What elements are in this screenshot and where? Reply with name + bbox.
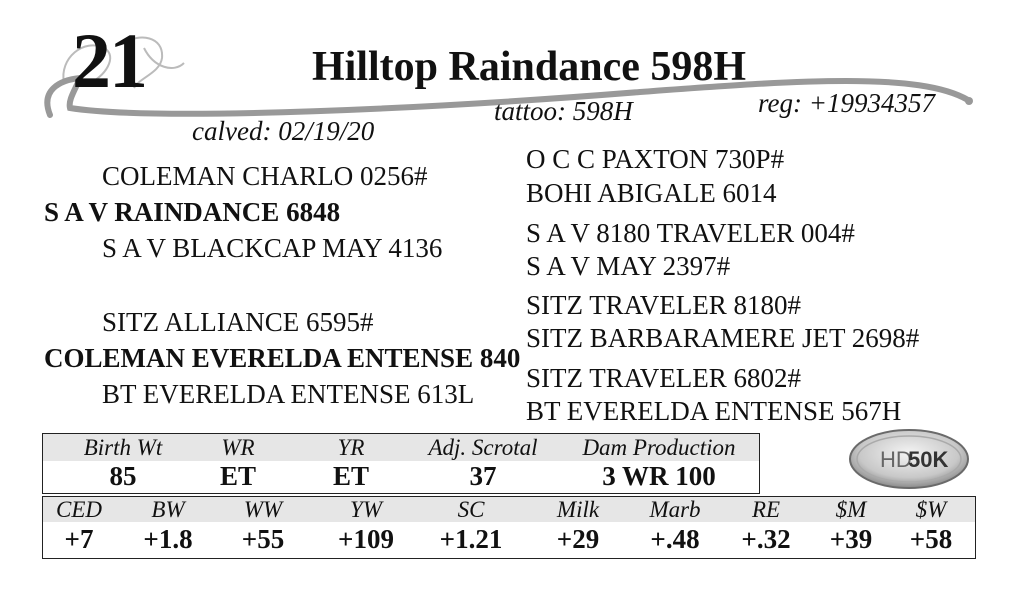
performance-value: 37 <box>469 461 497 491</box>
performance-header: Birth Wt <box>83 435 163 460</box>
pedigree-ddd-sire: SITZ TRAVELER 6802# <box>526 363 802 393</box>
pedigree-sire-dam: S A V BLACKCAP MAY 4136 <box>102 233 443 263</box>
pedigree-dds-dam: SITZ BARBARAMERE JET 2698# <box>526 323 920 353</box>
epd-value: +55 <box>241 524 285 554</box>
pedigree-sire: S A V RAINDANCE 6848 <box>44 197 341 227</box>
epd-value: +1.21 <box>439 524 503 554</box>
pedigree-ssd-dam: S A V MAY 2397# <box>526 251 731 281</box>
epd-header: BW <box>151 497 185 522</box>
performance-value: 85 <box>109 461 137 491</box>
performance-value: ET <box>219 461 257 491</box>
epd-value: +58 <box>909 524 953 554</box>
epd-header: YW <box>350 497 382 522</box>
performance-header: YR <box>337 435 365 460</box>
performance-header: WR <box>221 435 255 460</box>
pedigree-dam-dam: BT EVERELDA ENTENSE 613L <box>102 379 475 409</box>
hd50k-badge-icon <box>848 428 970 490</box>
epd-header: Marb <box>649 497 701 522</box>
epd-value: +109 <box>338 524 394 554</box>
epd-value: +29 <box>556 524 600 554</box>
lot-number: 21 <box>72 17 146 104</box>
performance-value: 3 WR 100 <box>602 461 716 491</box>
epd-value: +1.8 <box>143 524 193 554</box>
pedigree-sire-sire: COLEMAN CHARLO 0256# <box>102 161 428 191</box>
epd-header: $M <box>835 497 867 522</box>
pedigree-dds-sire: SITZ TRAVELER 8180# <box>526 290 802 320</box>
pedigree-sss-dam: BOHI ABIGALE 6014 <box>526 178 777 208</box>
animal-name: Hilltop Raindance 598H <box>312 44 747 90</box>
hd50k-prefix: HD <box>880 447 912 472</box>
epd-header: SC <box>457 497 485 522</box>
pedigree-dam-sire: SITZ ALLIANCE 6595# <box>102 307 374 337</box>
performance-table <box>42 433 760 494</box>
epd-value: +7 <box>64 524 94 554</box>
pedigree-ssd-sire: S A V 8180 TRAVELER 004# <box>526 218 855 248</box>
performance-value: ET <box>332 461 370 491</box>
epd-header: Milk <box>556 497 600 522</box>
performance-header: Adj. Scrotal <box>428 435 538 460</box>
tattoo: tattoo: 598H <box>494 96 633 126</box>
hd50k-suffix: 50K <box>908 447 949 472</box>
pedigree-ddd-dam: BT EVERELDA ENTENSE 567H <box>526 396 902 426</box>
epd-header: RE <box>751 497 781 522</box>
epd-header: $W <box>915 497 947 522</box>
epd-value: +.32 <box>741 524 791 554</box>
performance-header: Dam Production <box>582 435 736 460</box>
epd-value: +39 <box>829 524 873 554</box>
pedigree-dam: COLEMAN EVERELDA ENTENSE 840 <box>44 343 521 373</box>
epd-header: CED <box>56 497 102 522</box>
registration-number: reg: +19934357 <box>758 88 935 118</box>
epd-value: +.48 <box>650 524 700 554</box>
epd-header: WW <box>243 497 283 522</box>
pedigree-sss-sire: O C C PAXTON 730P# <box>526 144 785 174</box>
calved-date: calved: 02/19/20 <box>192 116 375 146</box>
epd-table <box>42 496 976 559</box>
